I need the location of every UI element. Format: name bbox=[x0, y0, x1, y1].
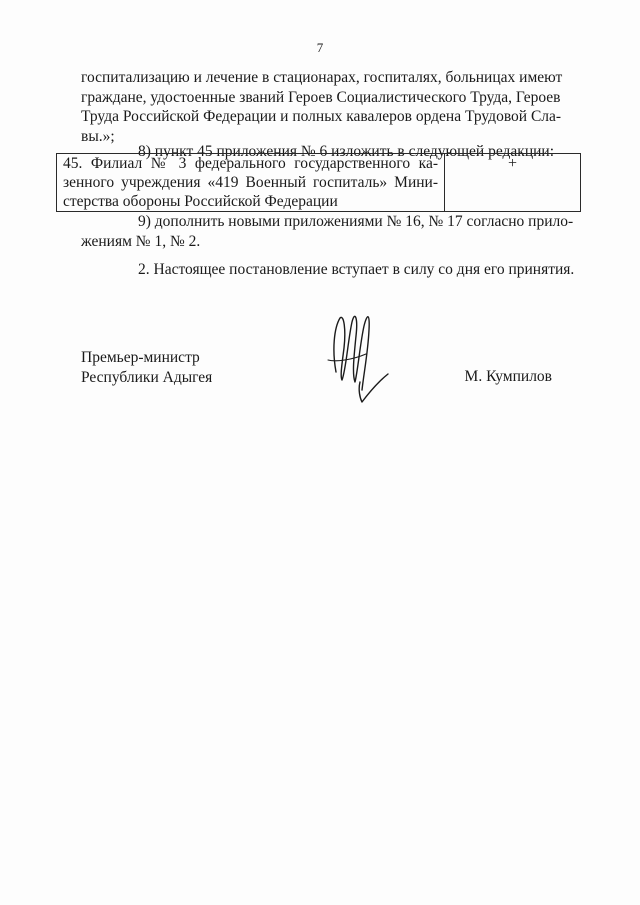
facility-name-cell bbox=[57, 154, 445, 212]
facility-name-line: стерства обороны Российской Федерации bbox=[63, 193, 338, 210]
intro-line: граждане, удостоенные званий Героев Социалистического Труда, Героев bbox=[81, 88, 561, 106]
intro-line: госпитализацию и лечение в стационарах, госпиталях, больницах имеют bbox=[81, 69, 563, 86]
signer-title bbox=[81, 348, 212, 387]
intro-line: вы.»; bbox=[81, 127, 115, 145]
handwritten-signature-icon bbox=[322, 300, 392, 410]
item-9-paragraph bbox=[81, 212, 574, 251]
intro-line: Труда Российской Федерации и полных кавалеров ордена Трудовой Сла- bbox=[81, 108, 562, 125]
table-row bbox=[57, 154, 581, 212]
item-9-line: жениям № 1, № 2. bbox=[81, 232, 201, 250]
facility-name-line: 45. Филиал № 3 федерального государственного ка- bbox=[63, 155, 438, 172]
facility-mark-cell: + bbox=[445, 154, 581, 212]
signer-title-line-1: Премьер-министр bbox=[81, 349, 200, 366]
page-number: 7 bbox=[316, 40, 324, 55]
signer-title-line-2: Республики Адыгея bbox=[81, 368, 213, 386]
facility-table bbox=[56, 153, 581, 212]
item-2-paragraph bbox=[138, 260, 575, 280]
item-2-text: 2. Настоящее постановление вступает в силу со дня его принятия. bbox=[138, 261, 575, 278]
intro-paragraph bbox=[81, 68, 563, 146]
item-8-text: 8) пункт 45 приложения № 6 изложить в следующей редакции: bbox=[138, 143, 555, 160]
facility-name-line: зенного учреждения «419 Военный госпиталь» Мини- bbox=[63, 174, 438, 191]
signer-name: М. Кумпилов bbox=[464, 368, 552, 385]
item-9-line: 9) дополнить новыми приложениями № 16, № 17 согласно прило- bbox=[138, 213, 574, 230]
